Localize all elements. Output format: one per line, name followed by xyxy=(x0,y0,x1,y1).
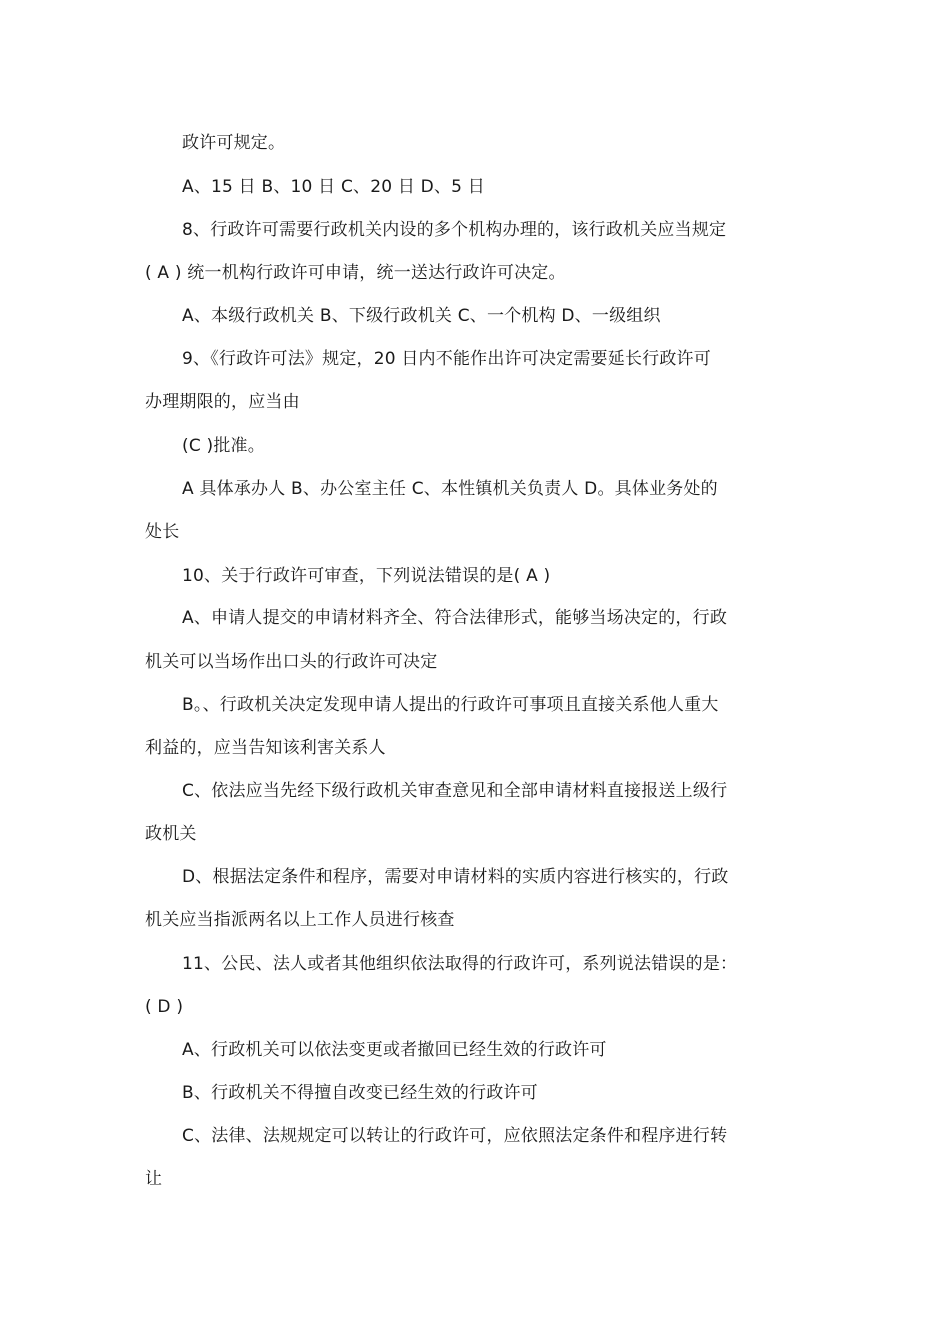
option-10-c-continued: 政机关 xyxy=(145,824,197,844)
answer-options-q9-continued: 处长 xyxy=(145,522,180,542)
answer-options-q7: A、15 日 B、10 日 C、20 日 D、5 日 xyxy=(182,177,485,197)
question-9-continued: 办理期限的，应当由 xyxy=(145,392,300,412)
question-9: 9、《行政许可法》规定，20 日内不能作出许可决定需要延长行政许可 xyxy=(182,349,711,369)
option-10-a-continued: 机关可以当场作出口头的行政许可决定 xyxy=(145,652,438,672)
option-11-b: B、行政机关不得擅自改变已经生效的行政许可 xyxy=(182,1083,538,1103)
option-10-d-continued: 机关应当指派两名以上工作人员进行核查 xyxy=(145,910,455,930)
option-10-c: C、依法应当先经下级行政机关审查意见和全部申请材料直接报送上级行 xyxy=(182,781,728,801)
question-9-answer: (C )批准。 xyxy=(182,436,265,456)
answer-options-q9: A 具体承办人 B、办公室主任 C、本性镇机关负责人 D。具体业务处的 xyxy=(182,479,718,499)
question-11-answer: ( D ) xyxy=(145,997,184,1017)
option-10-a: A、申请人提交的申请材料齐全、符合法律形式，能够当场决定的，行政 xyxy=(182,608,728,628)
option-10-b-continued: 利益的，应当告知该利害关系人 xyxy=(145,738,386,758)
question-8-continued: ( A ) 统一机构行政许可申请，统一送达行政许可决定。 xyxy=(145,263,566,283)
question-8: 8、行政许可需要行政机关内设的多个机构办理的，该行政机关应当规定 xyxy=(182,220,727,240)
option-11-c-continued: 让 xyxy=(145,1169,163,1189)
option-11-a: A、行政机关可以依法变更或者撤回已经生效的行政许可 xyxy=(182,1040,607,1060)
question-11: 11、公民、法人或者其他组织依法取得的行政许可，系列说法错误的是： xyxy=(182,954,738,974)
option-11-c: C、法律、法规规定可以转让的行政许可，应依照法定条件和程序进行转 xyxy=(182,1126,728,1146)
option-10-d: D、根据法定条件和程序，需要对申请材料的实质内容进行核实的，行政 xyxy=(182,867,729,887)
question-10: 10、关于行政许可审查，下列说法错误的是( A ) xyxy=(182,566,551,586)
text-line: 政许可规定。 xyxy=(182,133,286,153)
answer-options-q8: A、本级行政机关 B、下级行政机关 C、一个机构 D、一级组织 xyxy=(182,306,661,326)
option-10-b: B。、行政机关决定发现申请人提出的行政许可事项且直接关系他人重大 xyxy=(182,695,719,715)
